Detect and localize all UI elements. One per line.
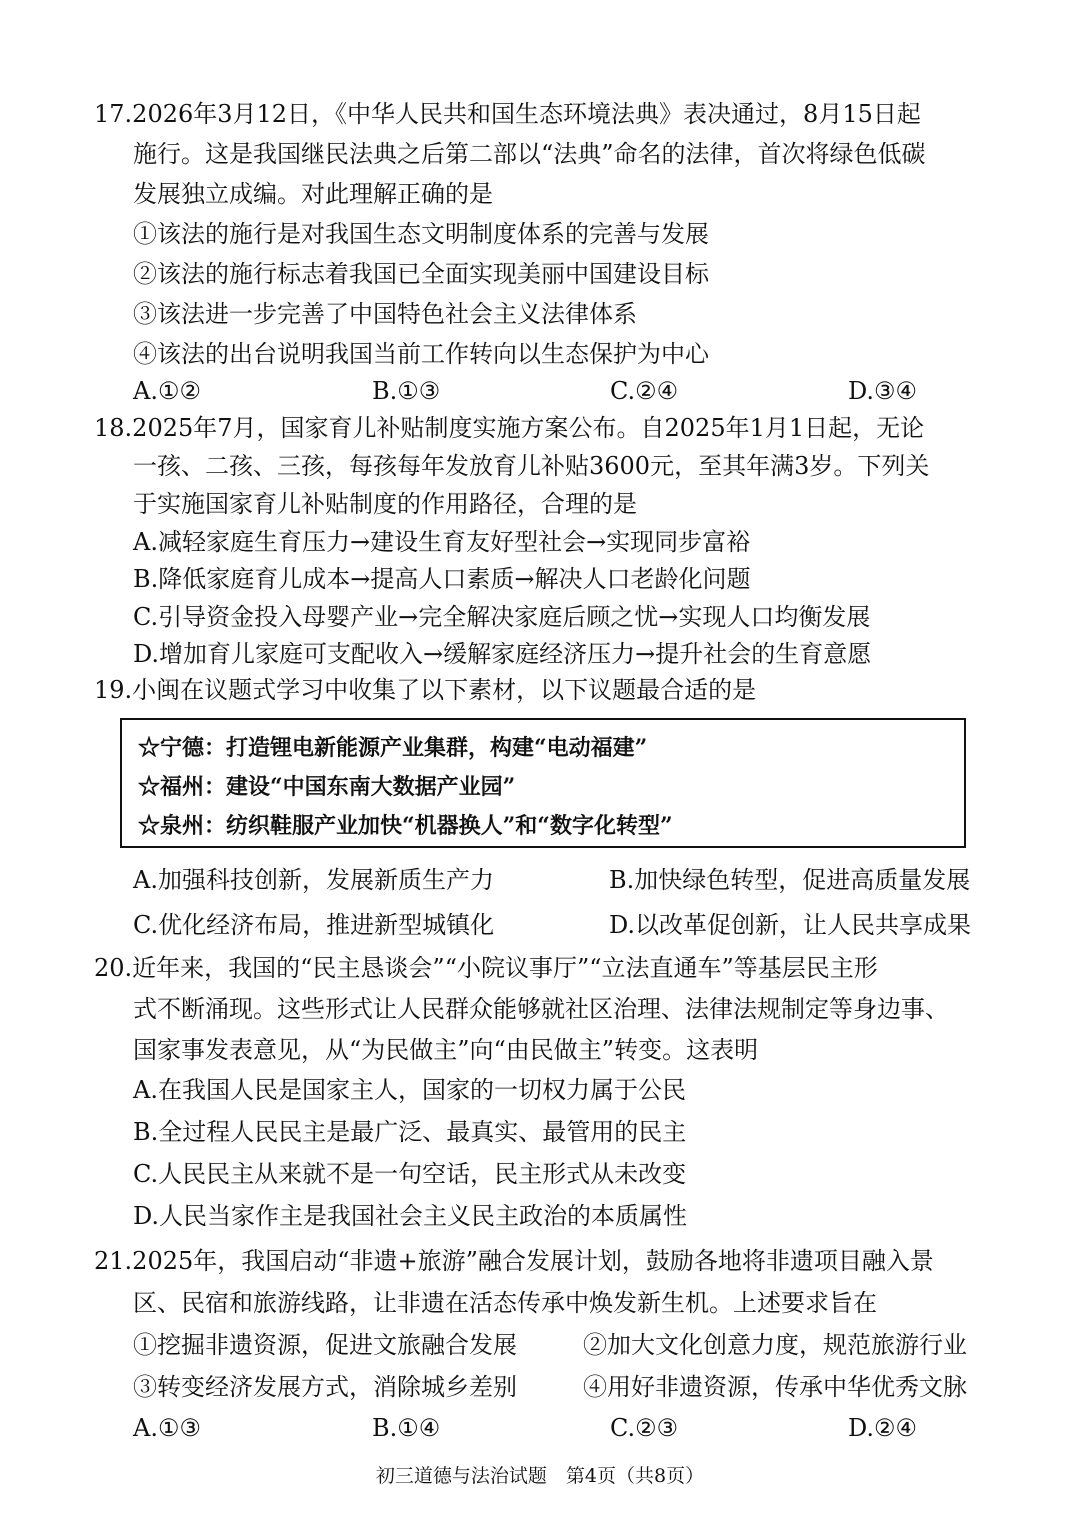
material-item-3: ☆泉州：纺织鞋服产业加快“机器换人”和“数字化转型” — [138, 813, 673, 839]
question-19-stem-line-1: 19.小闽在议题式学习中收集了以下素材，以下议题最合适的是 — [94, 676, 757, 704]
question-21-statement-2: ②加大文化创意力度，规范旅游行业 — [583, 1331, 967, 1359]
question-21-statement-1: ①挖掘非遗资源，促进文旅融合发展 — [133, 1331, 517, 1359]
question-19-option-b[interactable]: B.加快绿色转型，促进高质量发展 — [609, 866, 971, 894]
material-item-2: ☆福州：建设“中国东南大数据产业园” — [138, 774, 516, 800]
question-21-option-d[interactable]: D.②④ — [848, 1414, 918, 1442]
question-20-option-d[interactable]: D.人民当家作主是我国社会主义民主政治的本质属性 — [133, 1202, 688, 1230]
question-17-statement-3: ③该法进一步完善了中国特色社会主义法律体系 — [133, 300, 637, 328]
question-21-stem-line-2: 区、民宿和旅游线路，让非遗在活态传承中焕发新生机。上述要求旨在 — [133, 1289, 877, 1317]
question-19-option-a[interactable]: A.加强科技创新，发展新质生产力 — [133, 866, 494, 894]
question-17-option-c[interactable]: C.②④ — [610, 377, 679, 405]
question-17-stem-line-3: 发展独立成编。对此理解正确的是 — [133, 180, 493, 208]
question-21-option-b[interactable]: B.①④ — [372, 1414, 441, 1442]
material-item-1: ☆宁德：打造锂电新能源产业集群，构建“电动福建” — [138, 735, 648, 761]
question-21-statement-3: ③转变经济发展方式，消除城乡差别 — [133, 1373, 517, 1401]
question-20-option-b[interactable]: B.全过程人民民主是最广泛、最真实、最管用的民主 — [133, 1118, 687, 1146]
material-box — [120, 718, 966, 848]
question-20-stem-line-1: 20.近年来，我国的“民主恳谈会”“小院议事厅”“立法直通车”等基层民主形 — [94, 954, 878, 982]
question-18-stem-line-1: 18.2025年7月，国家育儿补贴制度实施方案公布。自2025年1月1日起，无论 — [94, 414, 925, 442]
question-21-statement-4: ④用好非遗资源，传承中华优秀文脉 — [583, 1373, 967, 1401]
question-21-option-c[interactable]: C.②③ — [610, 1414, 679, 1442]
question-17-statement-4: ④该法的出台说明我国当前工作转向以生态保护为中心 — [133, 340, 709, 368]
question-17-statement-1: ①该法的施行是对我国生态文明制度体系的完善与发展 — [133, 220, 709, 248]
question-18-option-a[interactable]: A.减轻家庭生育压力→建设生育友好型社会→实现同步富裕 — [133, 528, 751, 556]
question-20-stem-line-2: 式不断涌现。这些形式让人民群众能够就社区治理、法律法规制定等身边事、 — [133, 995, 949, 1023]
question-21-stem-line-1: 21.2025年，我国启动“非遗+旅游”融合发展计划，鼓励各地将非遗项目融入景 — [94, 1247, 934, 1275]
question-18-stem-line-3: 于实施国家育儿补贴制度的作用路径，合理的是 — [133, 490, 637, 518]
question-17-option-a[interactable]: A.①② — [133, 377, 201, 405]
question-17-stem-line-2: 施行。这是我国继民法典之后第二部以“法典”命名的法律，首次将绿色低碳 — [133, 140, 926, 168]
question-19-option-d[interactable]: D.以改革促创新，让人民共享成果 — [609, 911, 972, 939]
question-19-option-c[interactable]: C.优化经济布局，推进新型城镇化 — [133, 911, 495, 939]
question-17-option-b[interactable]: B.①③ — [372, 377, 441, 405]
question-18-option-b[interactable]: B.降低家庭育儿成本→提高人口素质→解决人口老龄化问题 — [133, 565, 751, 593]
question-21-option-a[interactable]: A.①③ — [133, 1414, 201, 1442]
question-18-option-d[interactable]: D.增加育儿家庭可支配收入→缓解家庭经济压力→提升社会的生育意愿 — [133, 640, 872, 668]
question-20-stem-line-3: 国家事发表意见，从“为民做主”向“由民做主”转变。这表明 — [133, 1036, 759, 1064]
page-footer: 初三道德与法治试题 第4页（共8页） — [375, 1465, 705, 1487]
question-18-stem-line-2: 一孩、二孩、三孩，每孩每年发放育儿补贴3600元，至其年满3岁。下列关 — [133, 452, 930, 480]
question-17-stem-line-1: 17.2026年3月12日，《中华人民共和国生态环境法典》表决通过，8月15日起 — [94, 100, 921, 128]
question-17-statement-2: ②该法的施行标志着我国已全面实现美丽中国建设目标 — [133, 260, 709, 288]
question-20-option-a[interactable]: A.在我国人民是国家主人，国家的一切权力属于公民 — [133, 1076, 686, 1104]
question-17-option-d[interactable]: D.③④ — [848, 377, 918, 405]
question-18-option-c[interactable]: C.引导资金投入母婴产业→完全解决家庭后顾之忧→实现人口均衡发展 — [133, 603, 871, 631]
question-20-option-c[interactable]: C.人民民主从来就不是一句空话，民主形式从未改变 — [133, 1160, 687, 1188]
